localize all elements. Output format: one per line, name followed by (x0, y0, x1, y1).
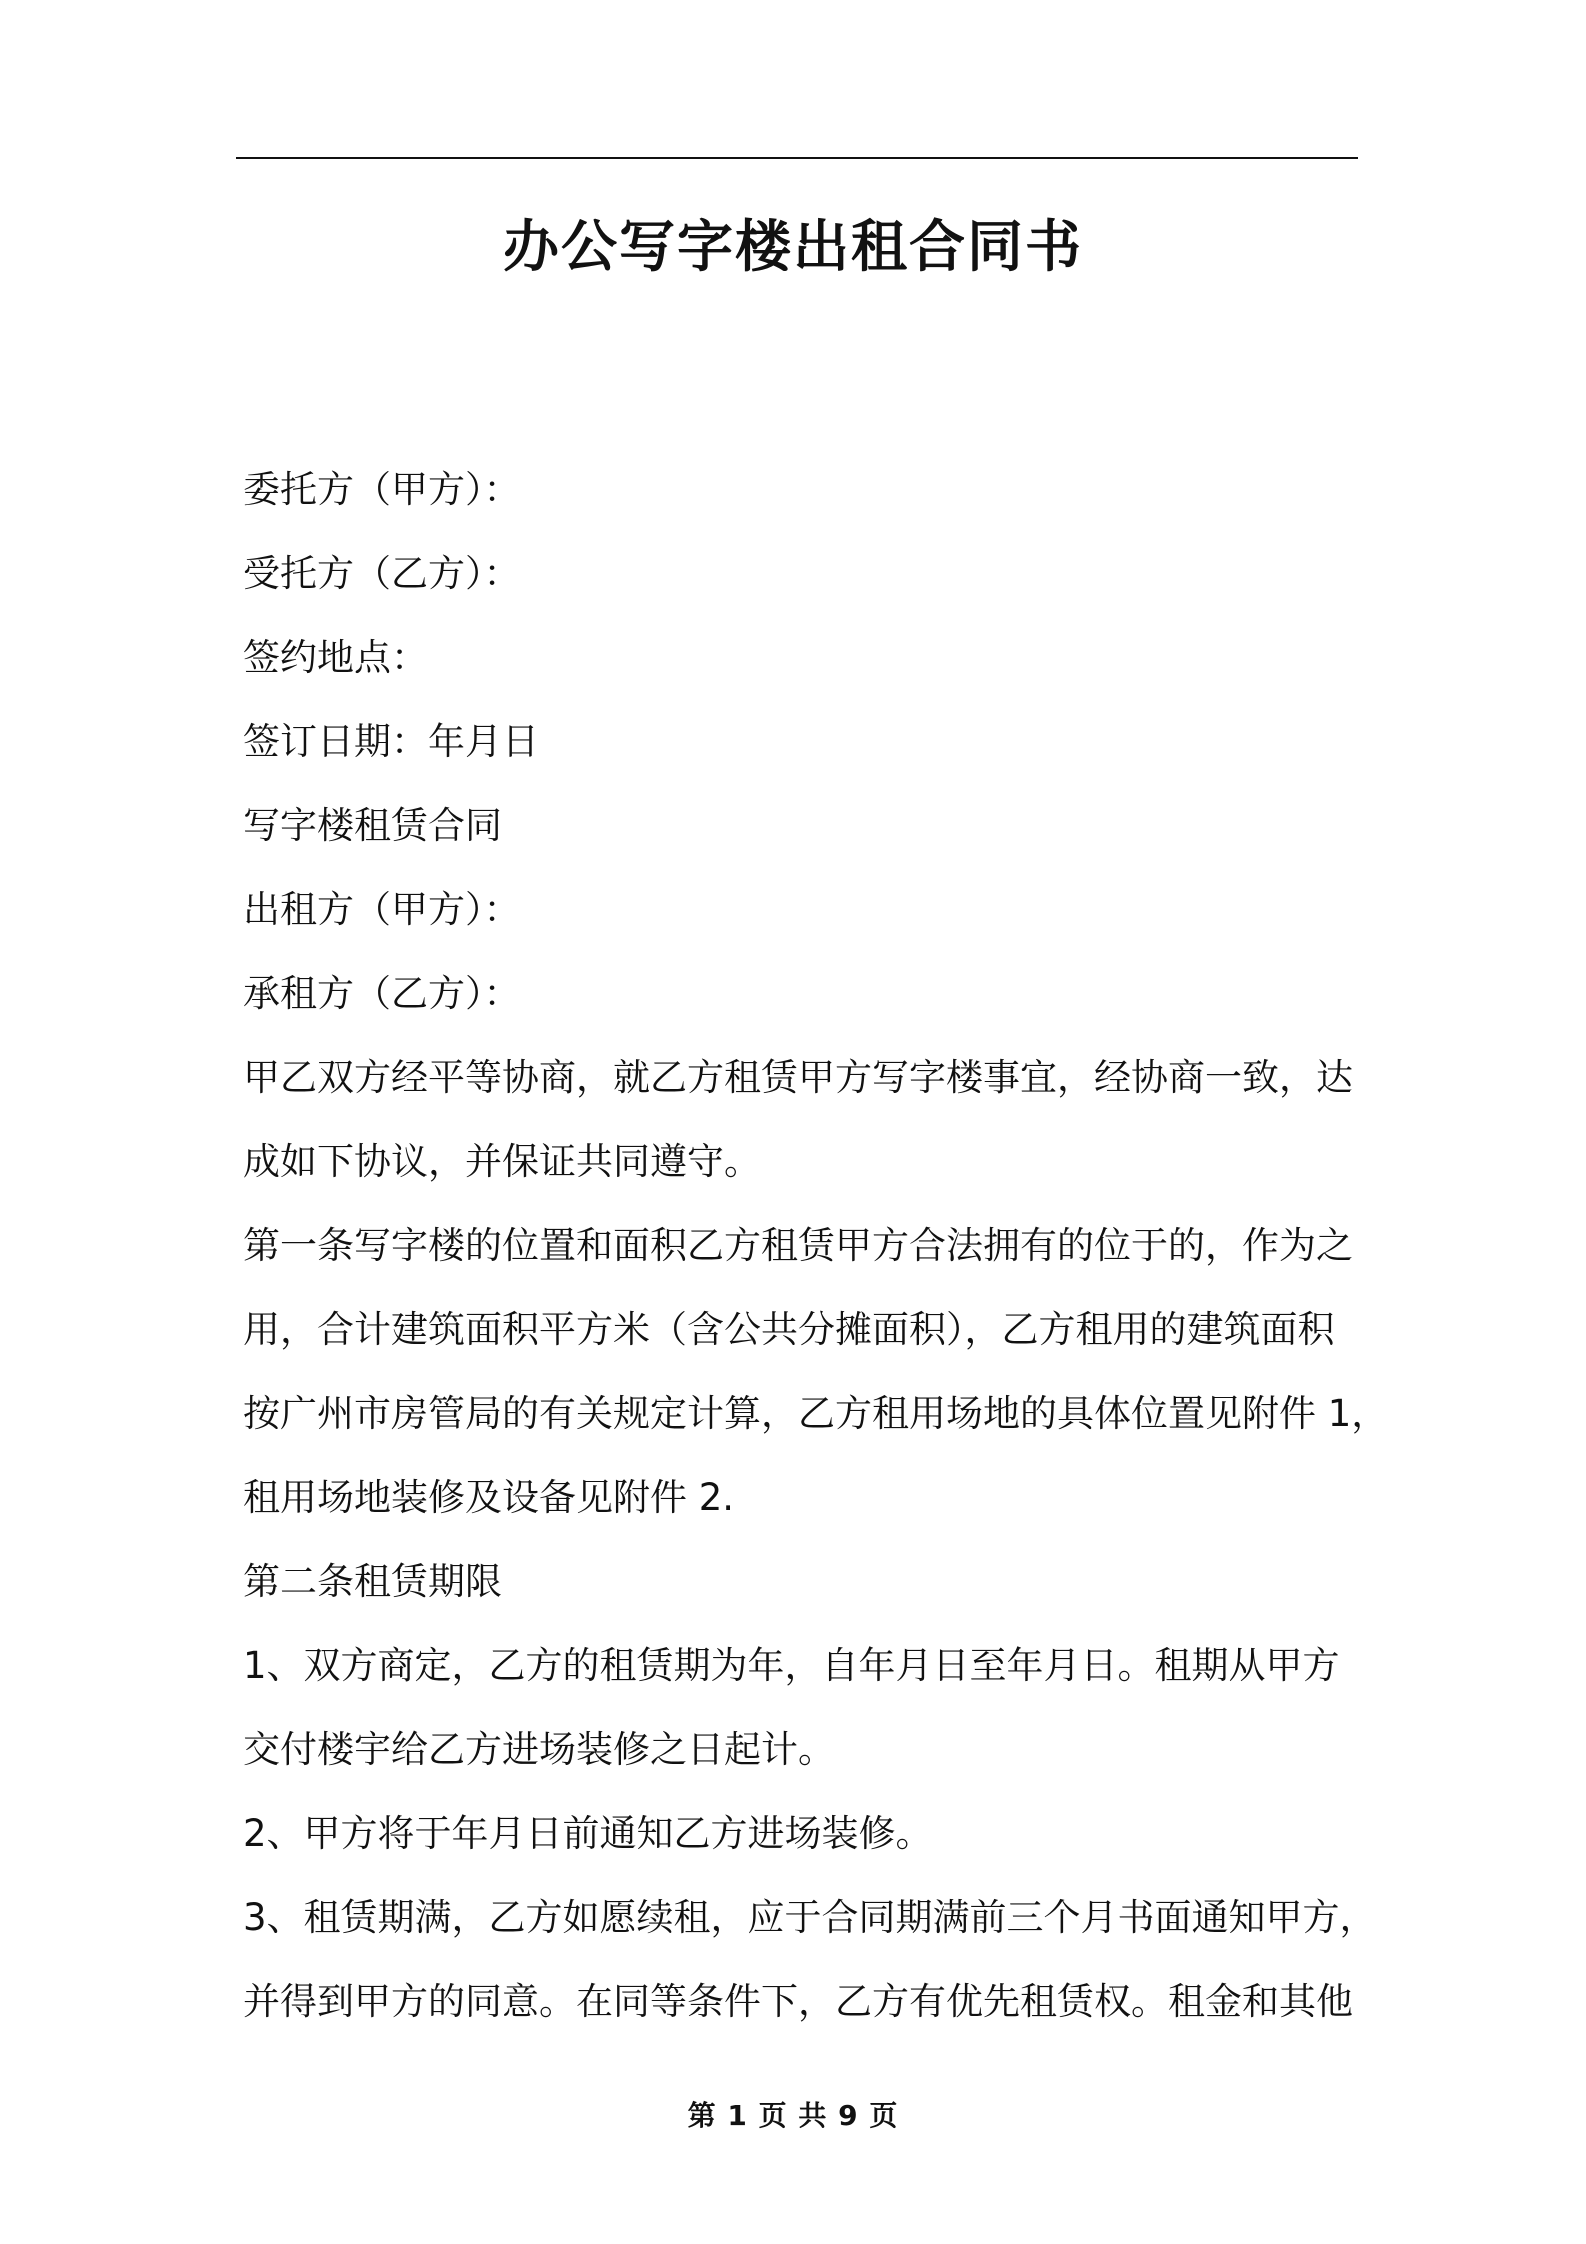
body-line: 用，合计建筑面积平方米（含公共分摊面积），乙方租用的建筑面积 (243, 1308, 1335, 1351)
body-line: 成如下协议，并保证共同遵守。 (243, 1140, 761, 1183)
body-line: 委托方（甲方）： (243, 468, 521, 511)
body-line: 签约地点： (243, 636, 428, 679)
body-line: 并得到甲方的同意。在同等条件下，乙方有优先租赁权。租金和其他 (243, 1980, 1353, 2023)
header-divider (236, 157, 1358, 159)
body-line: 1、双方商定，乙方的租赁期为年，自年月日至年月日。租期从甲方 (243, 1644, 1340, 1687)
document-body (243, 448, 1389, 2044)
body-line: 签订日期：年月日 (243, 720, 539, 763)
body-line: 出租方（甲方）： (243, 888, 521, 931)
body-line: 交付楼宇给乙方进场装修之日起计。 (243, 1728, 835, 1771)
body-line: 第一条写字楼的位置和面积乙方租赁甲方合法拥有的位于的，作为之 (243, 1224, 1353, 1267)
body-line: 2、甲方将于年月日前通知乙方进场装修。 (243, 1812, 933, 1855)
body-line: 写字楼租赁合同 (243, 804, 502, 847)
body-line: 受托方（乙方）： (243, 552, 521, 595)
body-line: 第二条租赁期限 (243, 1560, 502, 1603)
body-line: 甲乙双方经平等协商，就乙方租赁甲方写字楼事宜，经协商一致，达 (243, 1056, 1353, 1099)
body-line: 按广州市房管局的有关规定计算，乙方租用场地的具体位置见附件 1， (243, 1392, 1389, 1435)
document-title: 办公写字楼出租合同书 (503, 215, 1083, 280)
page-number: 第 1 页 共 9 页 (687, 2099, 899, 2132)
body-line: 承租方（乙方）： (243, 972, 521, 1015)
body-line: 租用场地装修及设备见附件 2. (243, 1476, 735, 1519)
body-line: 3、租赁期满，乙方如愿续租，应于合同期满前三个月书面通知甲方， (243, 1896, 1377, 1939)
